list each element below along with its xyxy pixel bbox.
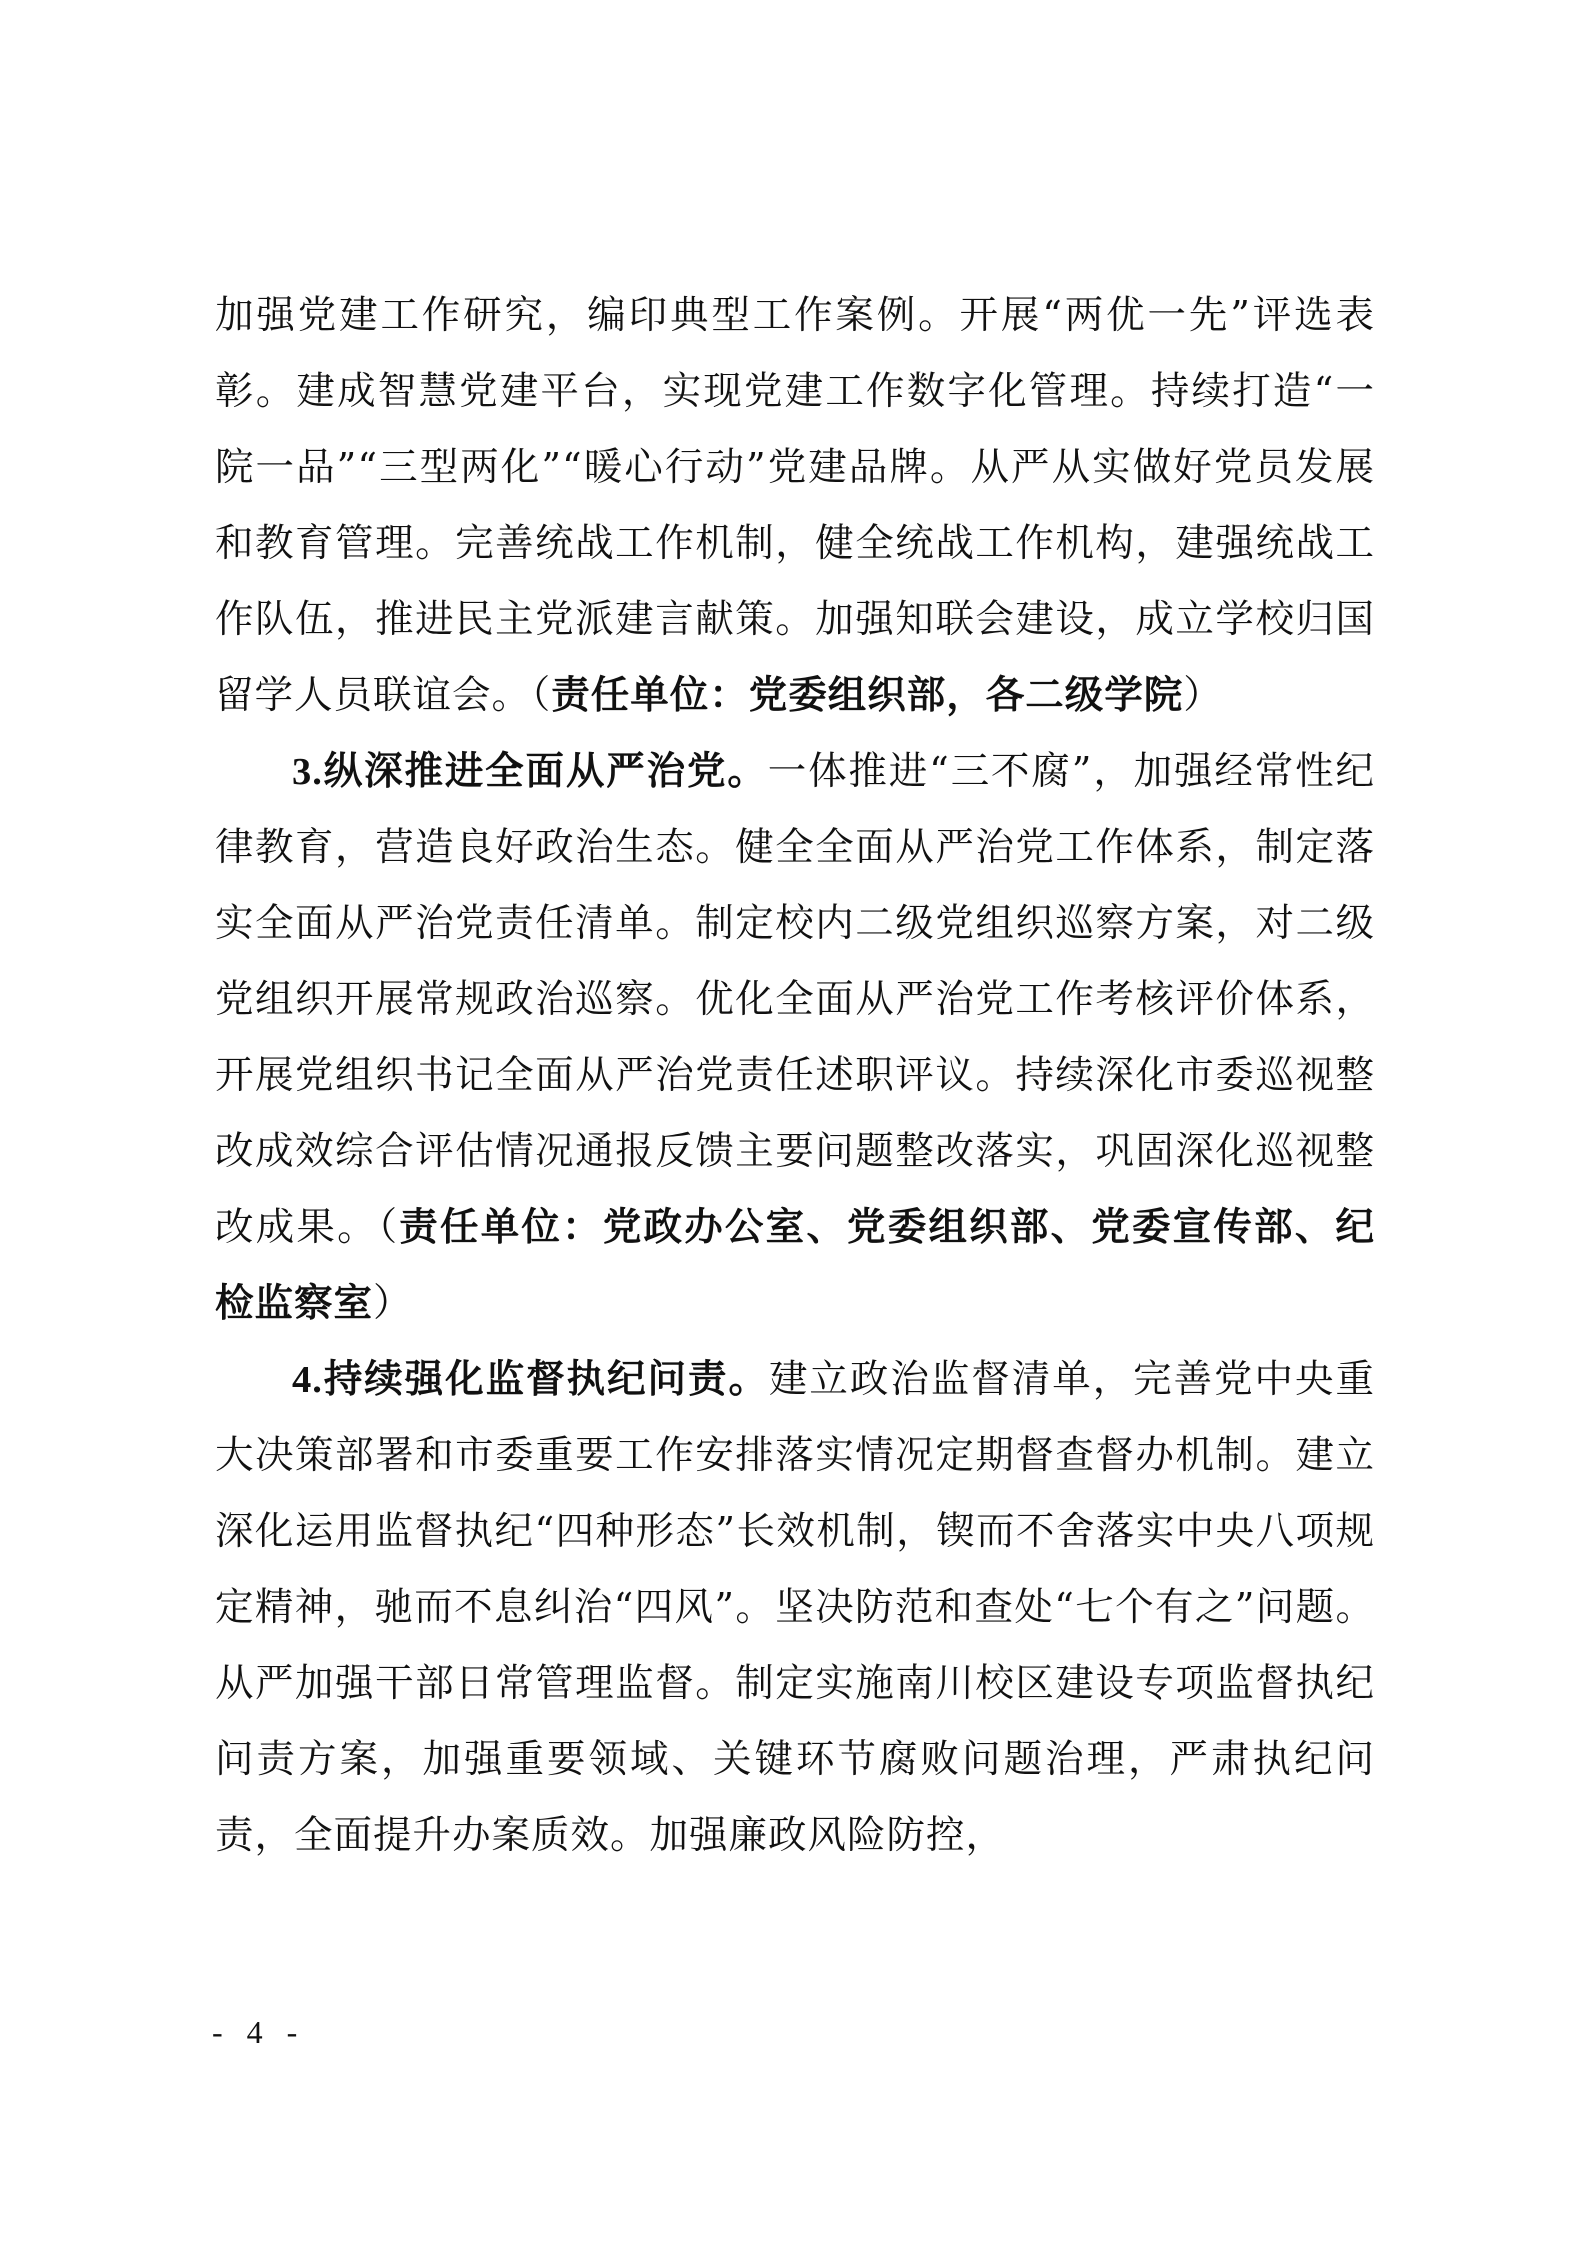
- section-number: 3.: [292, 751, 323, 793]
- responsibility-units: 党政办公室、党委组织部、党委宣传部、纪检监察室: [215, 1205, 1375, 1326]
- paragraph-party-building: [215, 278, 1375, 734]
- paragraph-text: 加强党建工作研究，编印典型工作案例。开展“两优一先”评选表彰。建成智慧党建平台，实现党建工作数字化管理。持续打造“一院一品”“三型两化”“暖心行动”党建品牌。从严从实做好党员发展和教育管理。完善统战工作机制，健全统战工作机构，建强统战工作队伍，推进民主党派建言献策。加强知联会建设，成立学校归国留学人员联谊会。（: [215, 293, 1375, 718]
- page-number: - 4 -: [212, 2014, 306, 2050]
- paragraph-supervision-discipline: [215, 1342, 1375, 1874]
- section-number: 4.: [292, 1359, 323, 1401]
- paragraph-strict-governance: [215, 734, 1375, 1342]
- paragraph-text: 建立政治监督清单，完善党中央重大决策部署和市委重要工作安排落实情况定期督查督办机制。建立深化运用监督执纪“四种形态”长效机制，锲而不舍落实中央八项规定精神，驰而不息纠治“四风”。坚决防范和查处“七个有之”问题。从严加强干部日常管理监督。制定实施南川校区建设专项监督执纪问责方案，加强重要领域、关键环节腐败问题治理，严肃执纪问责，全面提升办案质效。加强廉政风险防控，: [215, 1357, 1375, 1858]
- responsibility-units: 党委组织部，各二级学院: [748, 673, 1184, 718]
- responsibility-label: 责任单位：: [399, 1205, 603, 1250]
- section-heading: 持续强化监督执纪问责。: [322, 1357, 769, 1402]
- responsibility-label: 责任单位：: [551, 673, 749, 718]
- section-heading: 纵深推进全面从严治党。: [322, 749, 768, 794]
- paragraph-text: 一体推进“三不腐”，加强经常性纪律教育，营造良好政治生态。健全全面从严治党工作体系，制定落实全面从严治党责任清单。制定校内二级党组织巡察方案，对二级党组织开展常规政治巡察。优化全面从严治党工作考核评价体系，开展党组织书记全面从严治党责任述职评议。持续深化市委巡视整改成效综合评估情况通报反馈主要问题整改落实，巩固深化巡视整改成果。（: [215, 749, 1375, 1250]
- closing-paren: ）: [1183, 673, 1223, 718]
- document-body: [215, 278, 1375, 1874]
- closing-paren: ）: [373, 1281, 413, 1326]
